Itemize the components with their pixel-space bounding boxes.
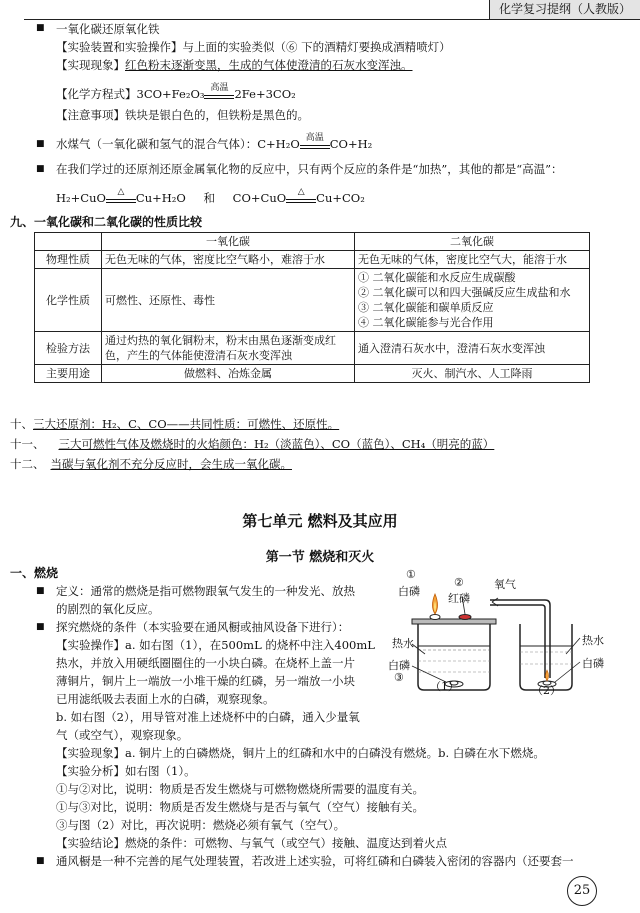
conditions-note: 在我们学过的还原剂还原金属氧化物的反应中，只有两个反应的条件是“加热”，其他的都是“高温”： xyxy=(56,162,563,176)
table-row xyxy=(35,365,590,383)
fig-n2: ② xyxy=(454,576,464,589)
cond-label: 高温 xyxy=(210,82,229,93)
section-text: 三大还原剂：H₂、C、CO——共同性质：可燃性、还原性。 xyxy=(33,417,340,431)
bullet-square: ■ xyxy=(36,23,45,33)
condition-high-temp xyxy=(204,82,234,103)
table-row xyxy=(35,251,590,269)
section-number: 十一、 xyxy=(10,437,45,451)
condition-heat xyxy=(286,186,316,207)
cell-line: 通过灼热的氧化铜粉末，粉末由黑色逐渐变成红 xyxy=(105,334,336,347)
analysis-line: ①与②对比，说明：物质是否发生燃烧与可燃物燃烧所需要的温度有关。 xyxy=(56,782,424,796)
fig-caption-1: （1） xyxy=(430,680,459,693)
eq-right: Cu+H₂O xyxy=(135,191,186,205)
water-gas-text: 水煤气（一氧化碳和氢气的混合气体）：C+H₂O xyxy=(56,137,300,151)
cell-co: 可燃性、还原性、毒性 xyxy=(102,269,355,332)
definition-line: 定义：通常的燃烧是指可燃物跟氧气发生的一种发光、放热 xyxy=(56,584,355,598)
cond-label: △ xyxy=(117,186,125,197)
cell-co: 做燃料、冶炼金属 xyxy=(102,365,355,383)
fig-white-p-right: 白磷 xyxy=(582,657,604,670)
and-word: 和 xyxy=(203,191,215,205)
lesson-title: 第一节 燃烧和灭火 xyxy=(265,550,375,565)
section-number: 十二、 xyxy=(10,457,45,471)
section-10 xyxy=(10,417,339,432)
operation-line: 气（或空气），观察现象。 xyxy=(56,728,189,742)
col-co2-header: 二氧化碳 xyxy=(355,233,590,251)
section-text: 三大可燃性气体及燃烧时的火焰颜色：H₂（淡蓝色）、CO（蓝色）、CH₄（明亮的蓝） xyxy=(58,437,495,451)
row-label: 物理性质 xyxy=(35,251,102,269)
row-label: 化学性质 xyxy=(35,269,102,332)
cond-label: 高温 xyxy=(305,132,324,143)
equals-sign xyxy=(300,145,330,149)
list-item: ② 二氧化碳可以和四大强碱反应生成盐和水 xyxy=(358,286,571,299)
section-text: 当碳与氧化剂不充分反应时，会生成一氧化碳。 xyxy=(50,457,292,471)
analysis-line: ③与图（2）对比，再次说明：燃烧必须有氧气（空气）。 xyxy=(56,818,346,832)
bullet-square: ■ xyxy=(36,586,45,596)
cell-co2: 通入澄清石灰水中，澄清石灰水变浑浊 xyxy=(355,332,590,365)
header-rule xyxy=(24,19,640,20)
col-co-header: 一氧化碳 xyxy=(102,233,355,251)
unit-title: 第七单元 燃料及其应用 xyxy=(242,512,398,530)
heating-equations xyxy=(56,186,365,207)
fig-white-p-left: 白磷 xyxy=(388,659,410,672)
section-number: 十、 xyxy=(10,417,33,431)
bullet-square: ■ xyxy=(36,139,45,149)
table-header-row xyxy=(35,233,590,251)
section-12 xyxy=(10,457,292,472)
definition-line: 的剧烈的氧化反应。 xyxy=(56,602,160,616)
list-item: ① 二氧化碳能和水反应生成碳酸 xyxy=(358,271,516,284)
fig-red-p: 红磷 xyxy=(448,592,470,605)
equals-sign xyxy=(286,199,316,203)
co-reduce-equation xyxy=(56,82,296,103)
fig-n1: ① xyxy=(406,568,416,581)
bullet-square: ■ xyxy=(36,164,45,174)
cell-co: 无色无味的气体，密度比空气略小，难溶于水 xyxy=(102,251,355,269)
co-reduce-title: 一氧化碳还原氧化铁 xyxy=(56,22,160,36)
operation-line: 已用滤纸吸去表面上水的白磷，观察现象。 xyxy=(56,692,275,706)
phenomenon-text: 红色粉末逐渐变黑，生成的气体使澄清的石灰水变浑浊。 xyxy=(125,58,413,72)
operation-line: 薄铜片，铜片上一端放一小堆干燥的红磷，另一端放一小块 xyxy=(56,674,355,688)
table-row xyxy=(35,332,590,365)
cell-co2: 灭火、制汽水、人工降雨 xyxy=(355,365,590,383)
eq-left: 3CO+Fe₂O₃ xyxy=(136,87,205,101)
cell-line: 色，产生的气体能使澄清石灰水变浑浊 xyxy=(105,349,292,362)
cell-co2 xyxy=(355,269,590,332)
page-number: 25 xyxy=(567,876,597,906)
combustion-heading: 一、燃烧 xyxy=(10,566,59,580)
co-reduce-apparatus: 【实验装置和实验操作】与上面的实验类似（⑥ 下的酒精灯要换成酒精喷灯） xyxy=(56,40,451,54)
row-label: 检验方法 xyxy=(35,332,102,365)
row-label: 主要用途 xyxy=(35,365,102,383)
fig-hot-water-left: 热水 xyxy=(392,637,414,650)
fig-oxygen: 氧气 xyxy=(494,578,516,591)
condition-heat xyxy=(106,186,136,207)
bullet-square: ■ xyxy=(36,856,45,866)
condition-high-temp xyxy=(300,132,330,153)
leader-line xyxy=(555,662,580,682)
analysis-line: ①与③对比，说明：物质是否发生燃烧与是否与氧气（空气）接触有关。 xyxy=(56,800,424,814)
co-reduce-note: 【注意事项】铁块是银白色的，但铁粉是黑色的。 xyxy=(56,108,309,122)
fig-hot-water-right: 热水 xyxy=(582,634,604,647)
section-11 xyxy=(10,437,494,452)
page-header xyxy=(0,0,640,20)
water-gas xyxy=(56,132,373,153)
eq-left: CO+CuO xyxy=(232,191,287,205)
eq-left: H₂+CuO xyxy=(56,191,106,205)
label: 【化学方程式】 xyxy=(56,87,137,101)
fig-white-p: 白磷 xyxy=(398,585,420,598)
list-item: ④ 二氧化碳能参与光合作用 xyxy=(358,316,494,329)
beaker-2 xyxy=(490,598,572,690)
cell-co xyxy=(102,332,355,365)
equals-sign xyxy=(106,199,136,203)
operation-line: b. 如右图（2），用导管对准上述烧杯中的白磷，通入少量氧 xyxy=(56,710,360,724)
conclusion-line: 【实验结论】燃烧的条件：可燃物、与氧气（或空气）接触、温度达到着火点 xyxy=(56,836,447,850)
operation-line: 热水，并放入用硬纸圈圈住的一小块白磷。在烧杯上盖一片 xyxy=(56,656,355,670)
book-title: 化学复习提纲（人教版） xyxy=(489,0,640,19)
fig-caption-2: （2） xyxy=(532,684,561,697)
co-reduce-phenomenon xyxy=(56,58,413,73)
operation-line: 【实验操作】a. 如右图（1），在500mL 的烧杯中注入400mL xyxy=(56,638,375,652)
comparison-table xyxy=(34,232,590,383)
beaker-1 xyxy=(412,594,496,690)
label: 【实现现象】 xyxy=(56,58,125,72)
analysis-line: 【实验分析】如右图（1）。 xyxy=(56,764,196,778)
fig-n3: ③ xyxy=(394,671,404,684)
eq-right: 2Fe+3CO₂ xyxy=(234,87,296,101)
table-row xyxy=(35,269,590,332)
equals-sign xyxy=(204,95,234,99)
table-corner xyxy=(35,233,102,251)
cell-co2: 无色无味的气体，密度比空气大，能溶于水 xyxy=(355,251,590,269)
cond-label: △ xyxy=(297,186,305,197)
list-item: ③ 二氧化碳能和碳单质反应 xyxy=(358,301,494,314)
explore-line: 探究燃烧的条件（本实验要在通风橱或抽风设备下进行）： xyxy=(56,620,350,634)
phenomenon-line: 【实验现象】a. 铜片上的白磷燃烧，铜片上的红磷和水中的白磷没有燃烧。b. 白磷在水下燃烧。 xyxy=(56,746,545,760)
hood-line: 通风橱是一种不完善的尾气处理装置，若改进上述实验，可将红磷和白磷装入密闭的容器内（还要套一 xyxy=(56,854,574,868)
section-9-title: 九、一氧化碳和二氧化碳的性质比较 xyxy=(10,215,203,229)
water-gas-right: CO+H₂ xyxy=(329,137,373,151)
bullet-square: ■ xyxy=(36,622,45,632)
eq-right: Cu+CO₂ xyxy=(316,191,365,205)
